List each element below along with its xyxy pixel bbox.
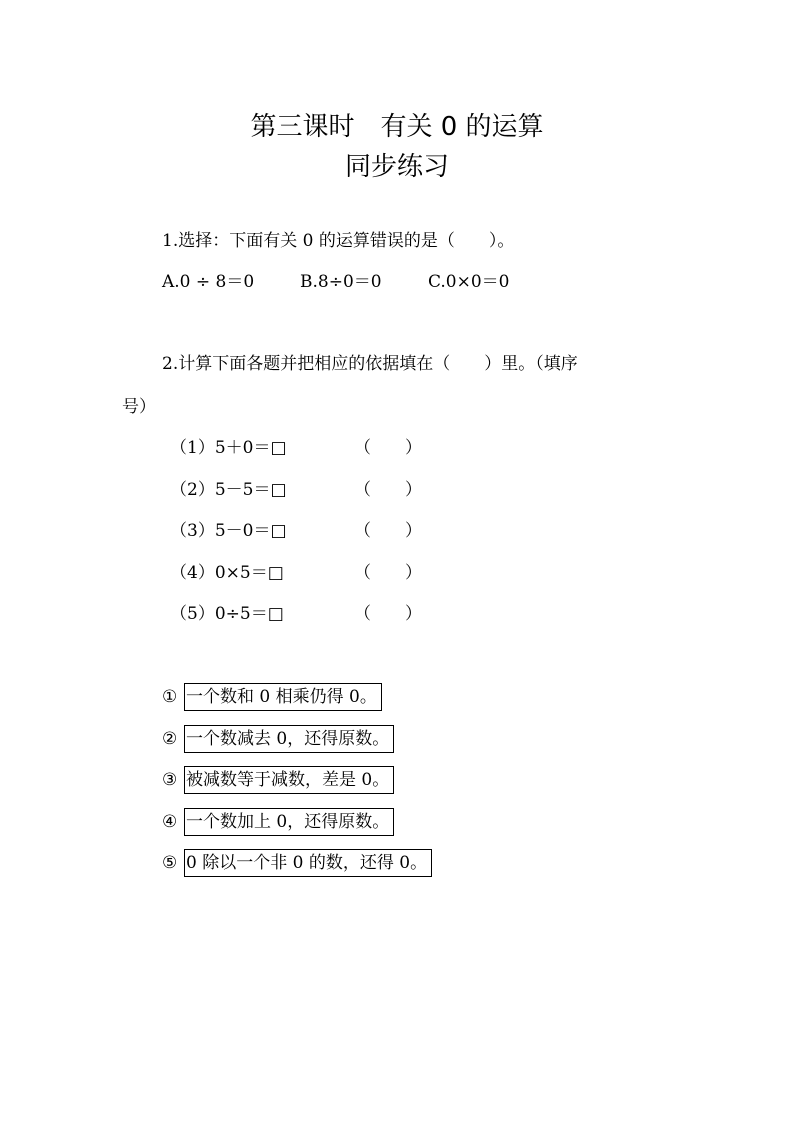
question-2-stem-line-1: 2.计算下面各题并把相应的依据填在（ ）里。（填序 — [162, 354, 578, 374]
basis-text-box: 被减数等于减数，差是 0。 — [184, 766, 394, 794]
question-1-option-c: C.0×0＝0 — [428, 272, 510, 292]
basis-text-box: 一个数和 0 相乘仍得 0。 — [184, 683, 382, 711]
basis-item-4 — [162, 808, 394, 836]
basis-text-box: 一个数加上 0，还得原数。 — [184, 808, 394, 836]
calc-item-5 — [170, 602, 422, 626]
answer-blank: （ ） — [354, 521, 422, 541]
calc-item-2 — [170, 478, 422, 502]
calc-expression: （5）0÷5＝□ — [170, 604, 284, 624]
page-title: 第三课时 有关 0 的运算 — [250, 112, 544, 142]
calc-expression: （4）0×5＝□ — [170, 563, 284, 583]
basis-number: ④ — [162, 812, 178, 832]
basis-number: ⑤ — [162, 853, 178, 873]
basis-text-box: 一个数减去 0，还得原数。 — [184, 725, 394, 753]
basis-item-5 — [162, 849, 432, 877]
calc-item-4 — [170, 561, 422, 585]
basis-text-box: 0 除以一个非 0 的数，还得 0。 — [184, 849, 432, 877]
page-subtitle: 同步练习 — [344, 152, 449, 182]
question-1-option-b: B.8÷0＝0 — [300, 272, 382, 292]
basis-item-3 — [162, 766, 394, 794]
question-1-option-a: A.0 ÷ 8＝0 — [162, 272, 255, 292]
basis-item-1 — [162, 683, 382, 711]
answer-blank: （ ） — [354, 563, 422, 583]
calc-expression: （2）5－5＝□ — [170, 480, 287, 500]
basis-number: ③ — [162, 770, 178, 790]
basis-number: ① — [162, 687, 178, 707]
calc-expression: （3）5－0＝□ — [170, 521, 287, 541]
answer-blank: （ ） — [354, 604, 422, 624]
question-1-stem: 1.选择：下面有关 0 的运算错误的是（ ）。 — [162, 231, 515, 251]
calc-item-1 — [170, 436, 422, 460]
basis-number: ② — [162, 729, 178, 749]
calc-item-3 — [170, 519, 422, 543]
answer-blank: （ ） — [354, 480, 422, 500]
question-2-stem-line-2: 号） — [122, 397, 156, 417]
basis-item-2 — [162, 725, 394, 753]
calc-expression: （1）5＋0＝□ — [170, 438, 287, 458]
answer-blank: （ ） — [354, 438, 422, 458]
